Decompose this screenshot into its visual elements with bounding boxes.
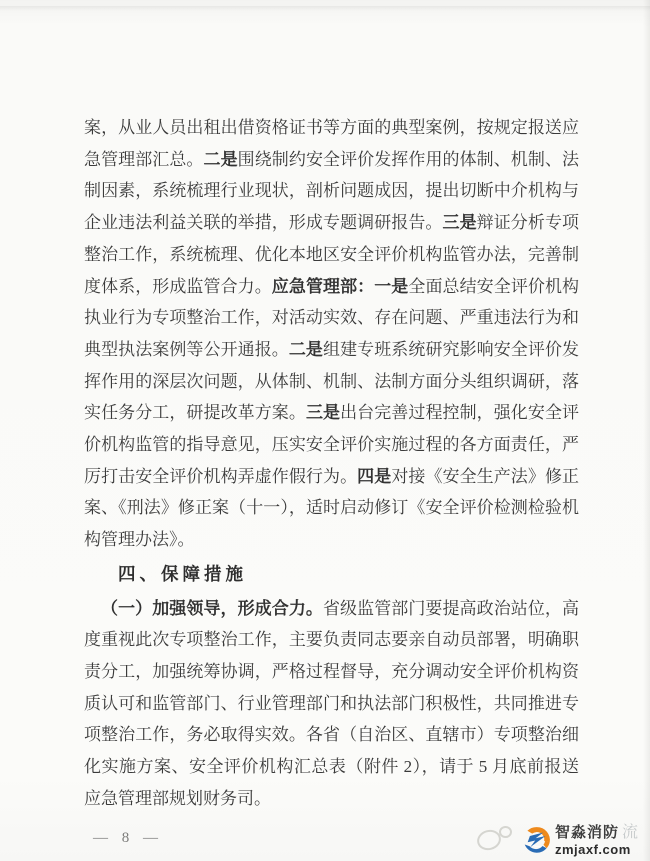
brand-logo-icon (521, 824, 553, 856)
brand-ghost-char: 流 (621, 823, 638, 841)
document-body (84, 112, 579, 814)
brand-site-url: zmjaxf.com (554, 841, 631, 857)
brand-text-block (555, 825, 638, 856)
brand-name: 智淼消防 (554, 823, 619, 841)
section-heading: 四、保障措施 (118, 563, 247, 584)
page-number: — 8 — (93, 830, 163, 846)
brand-watermark (521, 824, 638, 856)
paragraph-continuation: 案，从业人员出租出借资格证书等方面的典型案例，按规定报送应急管理部汇总。二是围绕制约安全评价发挥作用的体制、机制、法制因素，系统梳理行业现状，剖析问题成因，提出切断中介机构与企业违法利益关联的举措，形成专题调研报告。三是辩证分析专项整治工作，系统梳理、优化本地区安全评价机构监管办法，完善制度体系，形成监管合力。应急管理部：一是全面总结安全评价机构执业行为专项整治工作，对活动实效、存在问题、严重违法行为和典型执法案例等公开通报。二是组建专班系统研究影响安全评价发挥作用的深层次问题，从体制、机制、法制方面分头组织调研，落实任务分工，研提改革方案。三是出台完善过程控制，强化安全评价机构监管的指导意见，压实安全评价实施过程的各方面责任，严厉打击安全评价机构弄虚作假行为。四是对接《安全生产法》修正案、《刑法》修正案（十一），适时启动修订《安全评价检测检验机构管理办法》。 (84, 118, 580, 550)
paragraph-strengthen-leadership: （一）加强领导，形成合力。省级监管部门要提高政治站位，高度重视此次专项整治工作，主要负责同志要亲自动员部署，明确职责分工，加强统筹协调，严格过程督导，充分调动安全评价机构资质认可和监管部门、行业管理部门和执法部门积极性，共同推进专项整治工作，务必取得实效。各省（自治区、直辖市）专项整治细化实施方案、安全评价机构汇总表（附件 2），请于 5 月底前报送应急管理部规划财务司。 (84, 598, 580, 808)
scan-smudge-circle (499, 826, 512, 838)
